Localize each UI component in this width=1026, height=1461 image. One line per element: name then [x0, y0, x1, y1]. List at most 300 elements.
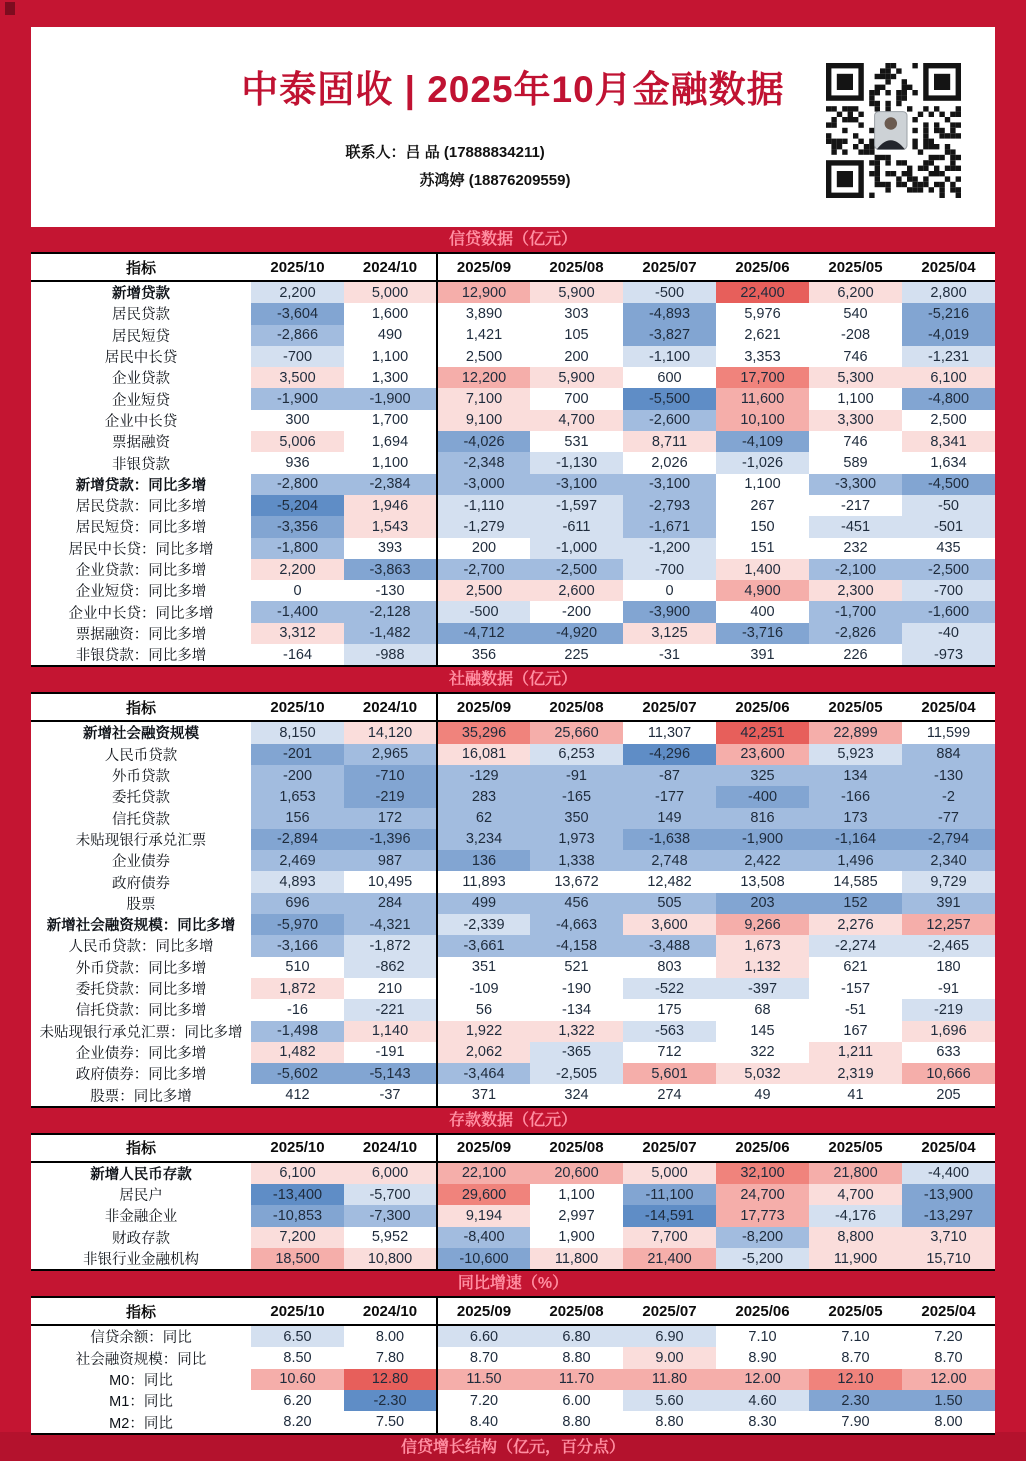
- data-cell: 5,952: [344, 1227, 437, 1248]
- data-cell: -500: [437, 601, 530, 622]
- data-cell: 6.50: [251, 1325, 344, 1347]
- data-cell: -522: [623, 978, 716, 999]
- data-cell: -7,300: [344, 1205, 437, 1226]
- data-cell: 1,872: [251, 978, 344, 999]
- row-label: 企业短贷：同比多增: [31, 580, 251, 601]
- period-column-header: 2025/05: [809, 1297, 902, 1325]
- data-cell: -130: [902, 765, 995, 786]
- data-cell: 2,621: [716, 325, 809, 346]
- data-cell: 1,100: [344, 452, 437, 473]
- data-cell: 8.40: [437, 1411, 530, 1433]
- header-card: [31, 27, 995, 227]
- data-cell: 5,900: [530, 281, 623, 303]
- data-cell: 5,300: [809, 367, 902, 388]
- table-row: [31, 623, 995, 644]
- data-cell: -1,000: [530, 538, 623, 559]
- data-cell: -165: [530, 786, 623, 807]
- data-cell: 2,997: [530, 1205, 623, 1226]
- data-cell: 3,234: [437, 829, 530, 850]
- table-row: [31, 1021, 995, 1042]
- data-cell: -129: [437, 765, 530, 786]
- data-cell: -500: [623, 281, 716, 303]
- period-column-header: 2025/10: [251, 1134, 344, 1162]
- table-row: [31, 978, 995, 999]
- data-cell: 540: [809, 303, 902, 324]
- data-cell: 6.20: [251, 1390, 344, 1411]
- data-cell: -10,600: [437, 1248, 530, 1270]
- data-cell: -3,464: [437, 1063, 530, 1084]
- section-title: 同比增速（%）: [457, 1275, 569, 1293]
- data-cell: 3,300: [809, 410, 902, 431]
- table-row: [31, 850, 995, 871]
- row-label: 居民中长贷：同比多增: [31, 538, 251, 559]
- contact-block: [346, 139, 571, 195]
- period-column-header: 2024/10: [344, 253, 437, 281]
- data-cell: -11,100: [623, 1184, 716, 1205]
- data-cell: 7.10: [809, 1325, 902, 1347]
- data-cell: -130: [344, 580, 437, 601]
- data-cell: -1,130: [530, 452, 623, 473]
- data-cell: 2,319: [809, 1063, 902, 1084]
- period-column-header: 2025/07: [623, 1134, 716, 1162]
- data-cell: 23,600: [716, 744, 809, 765]
- data-cell: -2,600: [623, 410, 716, 431]
- period-column-header: 2025/09: [437, 253, 530, 281]
- row-label: 非银贷款: [31, 452, 251, 473]
- period-column-header: 2025/04: [902, 693, 995, 721]
- data-table: [31, 1133, 995, 1271]
- data-cell: 9,100: [437, 410, 530, 431]
- data-cell: -4,019: [902, 325, 995, 346]
- data-cell: -10,853: [251, 1205, 344, 1226]
- data-cell: 12,200: [437, 367, 530, 388]
- data-cell: -40: [902, 623, 995, 644]
- row-label: 新增贷款：同比多增: [31, 474, 251, 495]
- data-cell: -5,500: [623, 388, 716, 409]
- period-column-header: 2025/07: [623, 693, 716, 721]
- data-cell: 11,307: [623, 721, 716, 743]
- data-cell: -1,900: [716, 829, 809, 850]
- data-cell: -1,231: [902, 346, 995, 367]
- data-cell: -4,800: [902, 388, 995, 409]
- data-cell: 8,341: [902, 431, 995, 452]
- data-cell: -2,384: [344, 474, 437, 495]
- data-cell: 412: [251, 1084, 344, 1106]
- table-row: [31, 829, 995, 850]
- data-cell: 505: [623, 893, 716, 914]
- period-column-header: 2025/10: [251, 693, 344, 721]
- data-cell: -8,400: [437, 1227, 530, 1248]
- period-column-header: 2025/09: [437, 1297, 530, 1325]
- data-cell: -365: [530, 1042, 623, 1063]
- data-cell: 6,100: [902, 367, 995, 388]
- row-label: 信贷余额：同比: [31, 1325, 251, 1347]
- data-cell: 1,696: [902, 1021, 995, 1042]
- data-cell: 7.20: [902, 1325, 995, 1347]
- section-title: 存款数据（亿元）: [448, 1111, 577, 1129]
- data-cell: 1,496: [809, 850, 902, 871]
- table-row: [31, 580, 995, 601]
- data-cell: 816: [716, 808, 809, 829]
- data-cell: 200: [437, 538, 530, 559]
- data-cell: 5.60: [623, 1390, 716, 1411]
- data-cell: 1,482: [251, 1042, 344, 1063]
- data-cell: 2,200: [251, 559, 344, 580]
- data-cell: 2,500: [902, 410, 995, 431]
- data-cell: 41: [809, 1084, 902, 1106]
- data-table: [31, 252, 995, 667]
- data-cell: 2,026: [623, 452, 716, 473]
- data-cell: -3,100: [623, 474, 716, 495]
- data-cell: 1,100: [530, 1184, 623, 1205]
- data-cell: 621: [809, 957, 902, 978]
- data-cell: 391: [902, 893, 995, 914]
- data-cell: -700: [251, 346, 344, 367]
- table-row: [31, 1042, 995, 1063]
- data-cell: -1,900: [344, 388, 437, 409]
- data-cell: 7,100: [437, 388, 530, 409]
- row-label: 政府债券: [31, 871, 251, 892]
- data-cell: 8,150: [251, 721, 344, 743]
- table-row: [31, 1347, 995, 1368]
- data-cell: -700: [623, 559, 716, 580]
- row-label: 居民贷款：同比多增: [31, 495, 251, 516]
- data-cell: 6,253: [530, 744, 623, 765]
- data-cell: -208: [809, 325, 902, 346]
- data-cell: 2,748: [623, 850, 716, 871]
- table-row: [31, 303, 995, 324]
- period-column-header: 2025/04: [902, 253, 995, 281]
- table-row: [31, 871, 995, 892]
- data-cell: 303: [530, 303, 623, 324]
- data-cell: -1,900: [251, 388, 344, 409]
- indicator-column-header: 指标: [31, 693, 251, 721]
- row-label: 企业短贷: [31, 388, 251, 409]
- data-cell: -31: [623, 644, 716, 666]
- data-cell: 283: [437, 786, 530, 807]
- data-cell: -91: [902, 978, 995, 999]
- table-row: [31, 367, 995, 388]
- table-row: [31, 601, 995, 622]
- data-cell: 7.50: [344, 1411, 437, 1433]
- data-cell: -973: [902, 644, 995, 666]
- row-label: 居民中长贷: [31, 346, 251, 367]
- data-cell: -3,661: [437, 935, 530, 956]
- data-cell: 24,700: [716, 1184, 809, 1205]
- data-cell: 267: [716, 495, 809, 516]
- data-cell: 42,251: [716, 721, 809, 743]
- row-label: 非金融企业: [31, 1205, 251, 1226]
- data-cell: -14,591: [623, 1205, 716, 1226]
- data-cell: 6.60: [437, 1325, 530, 1347]
- table-row: [31, 1325, 995, 1347]
- data-cell: -4,400: [902, 1162, 995, 1184]
- data-cell: 49: [716, 1084, 809, 1106]
- row-label: M1：同比: [31, 1390, 251, 1411]
- data-cell: 17,773: [716, 1205, 809, 1226]
- data-cell: -862: [344, 957, 437, 978]
- row-label: 新增社会融资规模：同比多增: [31, 914, 251, 935]
- table-row: [31, 914, 995, 935]
- data-cell: 173: [809, 808, 902, 829]
- data-cell: -2,866: [251, 325, 344, 346]
- data-cell: -190: [530, 978, 623, 999]
- row-label: 委托贷款：同比多增: [31, 978, 251, 999]
- data-cell: 400: [716, 601, 809, 622]
- data-cell: 1,140: [344, 1021, 437, 1042]
- data-cell: 936: [251, 452, 344, 473]
- data-cell: 2,600: [530, 580, 623, 601]
- data-cell: 10.60: [251, 1369, 344, 1390]
- data-cell: 11,599: [902, 721, 995, 743]
- data-cell: 8.00: [344, 1325, 437, 1347]
- data-cell: -5,143: [344, 1063, 437, 1084]
- data-cell: 8.20: [251, 1411, 344, 1433]
- data-cell: -2,465: [902, 935, 995, 956]
- data-cell: 1,900: [530, 1227, 623, 1248]
- row-label: 企业中长贷: [31, 410, 251, 431]
- data-cell: -4,712: [437, 623, 530, 644]
- data-cell: -1,671: [623, 516, 716, 537]
- table-row: [31, 957, 995, 978]
- data-cell: -451: [809, 516, 902, 537]
- data-cell: 2,340: [902, 850, 995, 871]
- data-cell: 175: [623, 999, 716, 1020]
- data-cell: 696: [251, 893, 344, 914]
- data-cell: 3,890: [437, 303, 530, 324]
- data-cell: -91: [530, 765, 623, 786]
- corner-mark: [5, 2, 15, 15]
- table-row: [31, 1063, 995, 1084]
- table-row: [31, 516, 995, 537]
- table-row: [31, 765, 995, 786]
- data-cell: 8,711: [623, 431, 716, 452]
- row-label: 信托贷款: [31, 808, 251, 829]
- data-cell: 2,422: [716, 850, 809, 871]
- period-column-header: 2025/05: [809, 1134, 902, 1162]
- data-cell: 510: [251, 957, 344, 978]
- data-cell: 8.00: [902, 1411, 995, 1433]
- data-cell: -611: [530, 516, 623, 537]
- data-cell: 205: [902, 1084, 995, 1106]
- table-row: [31, 538, 995, 559]
- data-cell: 149: [623, 808, 716, 829]
- data-cell: 9.00: [623, 1347, 716, 1368]
- period-column-header: 2025/08: [530, 1134, 623, 1162]
- data-table: [31, 1296, 995, 1434]
- data-cell: -5,970: [251, 914, 344, 935]
- data-cell: -1,638: [623, 829, 716, 850]
- row-label: 居民短贷: [31, 325, 251, 346]
- period-column-header: 2025/09: [437, 1134, 530, 1162]
- period-column-header: 2024/10: [344, 693, 437, 721]
- data-cell: 746: [809, 431, 902, 452]
- data-cell: -2,794: [902, 829, 995, 850]
- row-label: 企业债券: [31, 850, 251, 871]
- data-cell: -1,800: [251, 538, 344, 559]
- table-row: [31, 744, 995, 765]
- data-cell: 322: [716, 1042, 809, 1063]
- data-cell: 1,132: [716, 957, 809, 978]
- table-row: [31, 1390, 995, 1411]
- data-cell: 210: [344, 978, 437, 999]
- period-column-header: 2025/09: [437, 693, 530, 721]
- period-column-header: 2025/10: [251, 253, 344, 281]
- data-cell: -4,920: [530, 623, 623, 644]
- data-cell: 499: [437, 893, 530, 914]
- indicator-column-header: 指标: [31, 253, 251, 281]
- data-cell: 1,338: [530, 850, 623, 871]
- data-cell: -13,297: [902, 1205, 995, 1226]
- data-cell: -5,602: [251, 1063, 344, 1084]
- data-cell: 152: [809, 893, 902, 914]
- data-cell: 17,700: [716, 367, 809, 388]
- data-cell: -1,200: [623, 538, 716, 559]
- data-cell: 325: [716, 765, 809, 786]
- data-cell: -2,700: [437, 559, 530, 580]
- data-cell: 2,300: [809, 580, 902, 601]
- data-cell: -1,700: [809, 601, 902, 622]
- data-cell: -221: [344, 999, 437, 1020]
- data-cell: 22,899: [809, 721, 902, 743]
- period-column-header: 2025/06: [716, 1297, 809, 1325]
- table-row: [31, 1411, 995, 1433]
- data-cell: -1,498: [251, 1021, 344, 1042]
- period-column-header: 2025/04: [902, 1134, 995, 1162]
- data-cell: 1,400: [716, 559, 809, 580]
- data-cell: 1,922: [437, 1021, 530, 1042]
- row-label: 未贴现银行承兑汇票: [31, 829, 251, 850]
- period-column-header: 2025/05: [809, 253, 902, 281]
- data-cell: 172: [344, 808, 437, 829]
- data-cell: 521: [530, 957, 623, 978]
- tables-area: [31, 227, 995, 1460]
- table-row: [31, 999, 995, 1020]
- data-cell: 11,600: [716, 388, 809, 409]
- data-cell: 10,495: [344, 871, 437, 892]
- row-label: 非银行业金融机构: [31, 1248, 251, 1270]
- data-cell: 232: [809, 538, 902, 559]
- data-cell: -3,604: [251, 303, 344, 324]
- data-cell: 803: [623, 957, 716, 978]
- data-cell: 22,400: [716, 281, 809, 303]
- data-cell: -710: [344, 765, 437, 786]
- data-cell: 1,100: [809, 388, 902, 409]
- row-label: 人民币贷款: [31, 744, 251, 765]
- row-label: 新增社会融资规模: [31, 721, 251, 743]
- data-cell: -200: [530, 601, 623, 622]
- data-cell: -16: [251, 999, 344, 1020]
- row-label: 企业贷款：同比多增: [31, 559, 251, 580]
- data-cell: -1,110: [437, 495, 530, 516]
- data-cell: 8.30: [716, 1411, 809, 1433]
- table-row: [31, 431, 995, 452]
- data-cell: -177: [623, 786, 716, 807]
- data-cell: -87: [623, 765, 716, 786]
- row-label: 委托贷款: [31, 786, 251, 807]
- row-label: 信托贷款：同比多增: [31, 999, 251, 1020]
- section-title: 信贷数据（亿元）: [448, 231, 577, 248]
- data-cell: 145: [716, 1021, 809, 1042]
- data-cell: -5,216: [902, 303, 995, 324]
- data-cell: 746: [809, 346, 902, 367]
- data-cell: 490: [344, 325, 437, 346]
- data-cell: 1,421: [437, 325, 530, 346]
- contact-line: 苏鸿婷 (18876209559): [419, 171, 571, 189]
- period-column-header: 2025/10: [251, 1297, 344, 1325]
- data-cell: -4,296: [623, 744, 716, 765]
- data-cell: -4,321: [344, 914, 437, 935]
- data-cell: 2,276: [809, 914, 902, 935]
- period-column-header: 2025/04: [902, 1297, 995, 1325]
- row-label: 外币贷款：同比多增: [31, 957, 251, 978]
- data-cell: 11.80: [623, 1369, 716, 1390]
- data-cell: 1,946: [344, 495, 437, 516]
- table-row: [31, 935, 995, 956]
- period-column-header: 2025/08: [530, 1297, 623, 1325]
- data-cell: -1,026: [716, 452, 809, 473]
- period-column-header: 2024/10: [344, 1134, 437, 1162]
- data-cell: -700: [902, 580, 995, 601]
- data-cell: 8.70: [902, 1347, 995, 1368]
- data-cell: 7.10: [716, 1325, 809, 1347]
- data-cell: 15,710: [902, 1248, 995, 1270]
- period-column-header: 2025/05: [809, 693, 902, 721]
- data-cell: 21,800: [809, 1162, 902, 1184]
- table-row: [31, 325, 995, 346]
- data-cell: -2,800: [251, 474, 344, 495]
- data-cell: -5,700: [344, 1184, 437, 1205]
- data-cell: -2,128: [344, 601, 437, 622]
- data-cell: 134: [809, 765, 902, 786]
- data-cell: -1,100: [623, 346, 716, 367]
- data-cell: 180: [902, 957, 995, 978]
- data-cell: -3,300: [809, 474, 902, 495]
- data-cell: 1,634: [902, 452, 995, 473]
- table-row: [31, 808, 995, 829]
- data-cell: -4,893: [623, 303, 716, 324]
- table-row: [31, 1162, 995, 1184]
- data-cell: -1,400: [251, 601, 344, 622]
- data-cell: 8,800: [809, 1227, 902, 1248]
- data-cell: 9,729: [902, 871, 995, 892]
- data-cell: -166: [809, 786, 902, 807]
- row-label: 新增人民币存款: [31, 1162, 251, 1184]
- data-cell: -3,100: [530, 474, 623, 495]
- data-cell: 6,100: [251, 1162, 344, 1184]
- data-cell: 2,500: [437, 346, 530, 367]
- data-cell: 1,322: [530, 1021, 623, 1042]
- data-cell: 0: [623, 580, 716, 601]
- data-cell: 8.70: [809, 1347, 902, 1368]
- period-column-header: 2024/10: [344, 1297, 437, 1325]
- data-cell: 7,700: [623, 1227, 716, 1248]
- row-label: 票据融资: [31, 431, 251, 452]
- row-label: 企业贷款: [31, 367, 251, 388]
- table-row: [31, 410, 995, 431]
- data-cell: -217: [809, 495, 902, 516]
- data-cell: 21,400: [623, 1248, 716, 1270]
- data-cell: 300: [251, 410, 344, 431]
- data-cell: 11.50: [437, 1369, 530, 1390]
- data-cell: 1,211: [809, 1042, 902, 1063]
- data-cell: -219: [344, 786, 437, 807]
- data-cell: 391: [716, 644, 809, 666]
- table-row: [31, 1084, 995, 1106]
- data-cell: 203: [716, 893, 809, 914]
- data-cell: 6.00: [530, 1390, 623, 1411]
- period-column-header: 2025/07: [623, 1297, 716, 1325]
